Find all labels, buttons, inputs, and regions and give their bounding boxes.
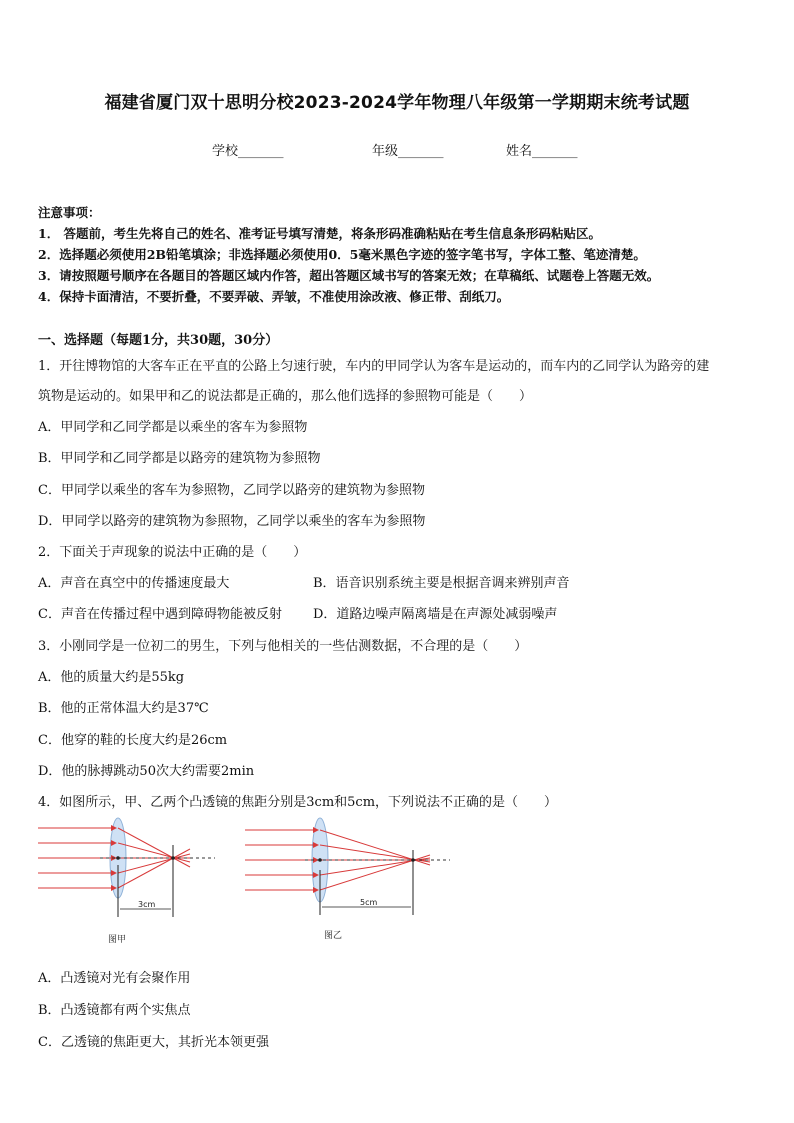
q1-option-d: D．甲同学以路旁的建筑物为参照物，乙同学以乘坐的客车为参照物 — [38, 514, 426, 529]
school-field: 学校_______ — [212, 144, 284, 159]
question-2: 2．下面关于声现象的说法中正确的是（ ） — [38, 545, 307, 560]
question-1-line2: 筑物是运动的。如果甲和乙的说法都是正确的，那么他们选择的参照物可能是（ ） — [38, 389, 533, 404]
q1-option-a: A．甲同学和乙同学都是以乘坐的客车为参照物 — [38, 420, 308, 435]
question-3: 3．小刚同学是一位初二的男生，下列与他相关的一些估测数据，不合理的是（ ） — [38, 639, 528, 654]
lens-a-diagram — [38, 818, 215, 945]
q4-option-c: C．乙透镜的焦距更大，其折光本领更强 — [38, 1035, 269, 1050]
notes-header: 注意事项： — [38, 205, 101, 220]
q2-option-c: C．声音在传播过程中遇到障碍物能被反射 — [38, 607, 282, 622]
lens-figure — [30, 815, 470, 950]
note-item: 2．选择题必须使用2B铅笔填涂；非选择题必须使用0．5毫米黑色字迹的签字笔书写，字体工整、笔迹清楚。 — [38, 247, 646, 262]
q2-option-d: D．道路边噪声隔离墙是在声源处减弱噪声 — [313, 607, 558, 622]
question-4: 4．如图所示，甲、乙两个凸透镜的焦距分别是3cm和5cm，下列说法不正确的是（ ） — [38, 795, 558, 810]
q2-option-b: B．语音识别系统主要是根据音调来辨别声音 — [313, 576, 570, 591]
note-item: 1． 答题前，考生先将自己的姓名、准考证号填写清楚，将条形码准确粘贴在考生信息条形码粘贴区。 — [38, 226, 602, 241]
q3-option-c: C．他穿的鞋的长度大约是26cm — [38, 733, 228, 748]
note-item: 3．请按照题号顺序在各题目的答题区域内作答，超出答题区域书写的答案无效；在草稿纸、试题卷上答题无效。 — [38, 268, 660, 283]
note-item: 4．保持卡面清洁，不要折叠，不要弄破、弄皱，不准使用涂改液、修正带、刮纸刀。 — [38, 289, 510, 304]
lens-b-focal-label: 5cm — [360, 898, 378, 907]
name-field: 姓名_______ — [506, 144, 578, 159]
q4-option-a: A．凸透镜对光有会聚作用 — [38, 971, 191, 986]
q3-option-d: D．他的脉搏跳动50次大约需要2min — [38, 764, 255, 779]
lens-b-caption: 图乙 — [324, 931, 343, 941]
page-title: 福建省厦门双十思明分校2023-2024学年物理八年级第一学期期末统考试题 — [104, 93, 690, 113]
q3-option-b: B．他的正常体温大约是37℃ — [38, 701, 209, 716]
q3-option-a: A．他的质量大约是55kg — [38, 670, 185, 685]
q1-option-c: C．甲同学以乘坐的客车为参照物，乙同学以路旁的建筑物为参照物 — [38, 483, 425, 498]
grade-field: 年级_______ — [372, 144, 444, 159]
lens-a-caption: 图甲 — [108, 935, 127, 945]
section-heading: 一、选择题（每题1分，共30题，30分） — [38, 333, 279, 348]
lens-a-focal-label: 3cm — [138, 900, 156, 909]
question-1-line1: 1．开往博物馆的大客车正在平直的公路上匀速行驶，车内的甲同学认为客车是运动的，而车内的乙同学认为路旁的建 — [38, 359, 710, 374]
lens-b-diagram — [245, 818, 450, 941]
q1-option-b: B．甲同学和乙同学都是以路旁的建筑物为参照物 — [38, 451, 321, 466]
q4-option-b: B．凸透镜都有两个实焦点 — [38, 1003, 191, 1018]
q2-option-a: A．声音在真空中的传播速度最大 — [38, 576, 230, 591]
